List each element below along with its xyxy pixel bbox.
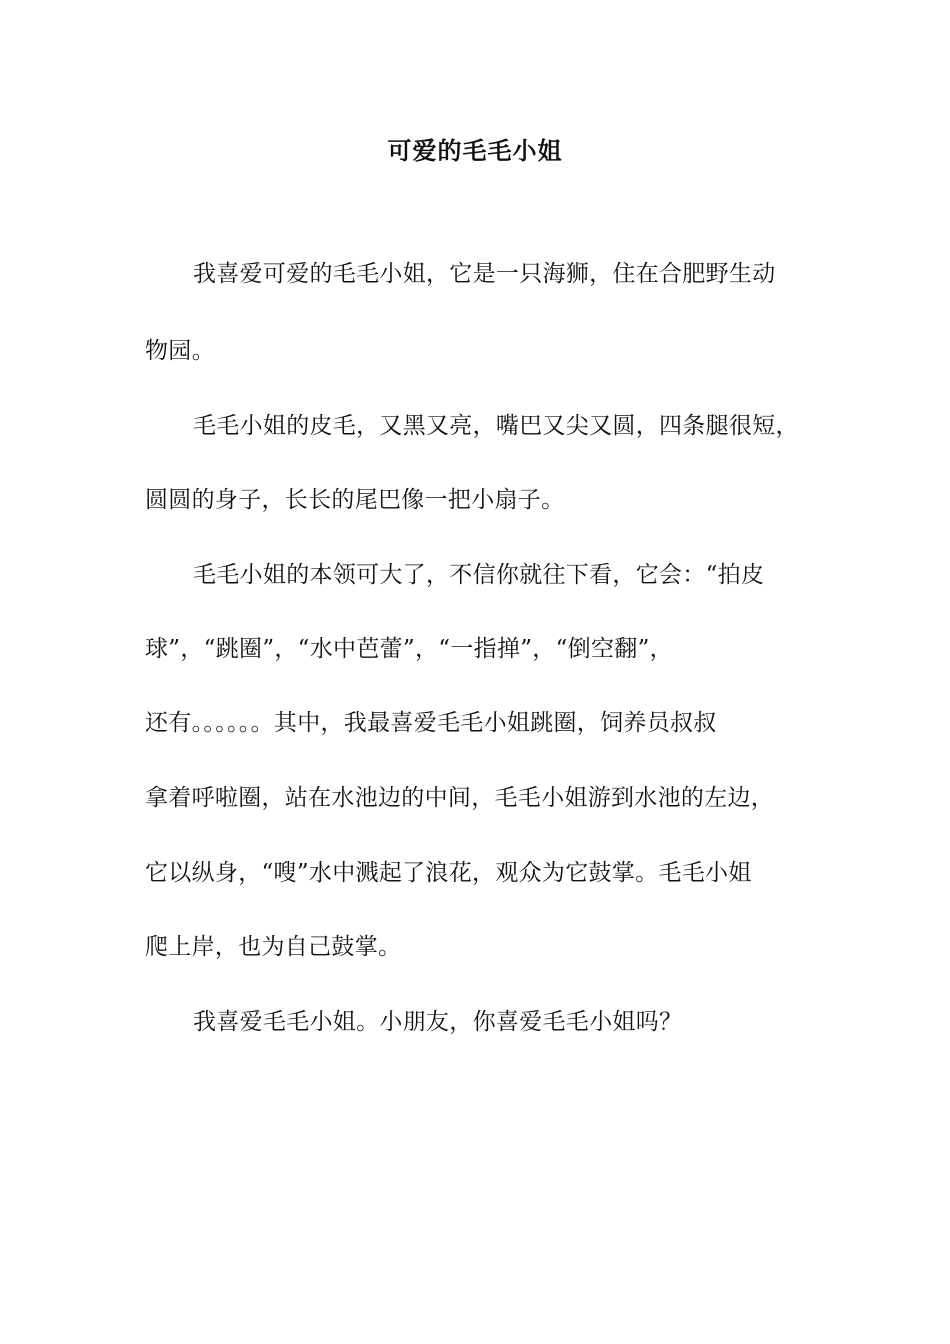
paragraph-2-line-1: 毛毛小姐的皮毛，又黑又亮，嘴巴又尖又圆，四条腿很短， <box>193 413 799 439</box>
paragraph-3-line-2: 球”，“跳圈”，“水中芭蕾”，“一指掸”，“倒空翻”， <box>145 636 673 662</box>
paragraph-3-line-1: 毛毛小姐的本领可大了，不信你就往下看，它会：“拍皮 <box>193 562 765 588</box>
paragraph-3-line-3: 还有。。。。。。其中，我最喜爱毛毛小姐跳圈，饲养员叔叔 <box>145 710 717 736</box>
paragraph-3-line-6: 爬上岸，也为自己鼓掌。 <box>145 934 402 960</box>
paragraph-3-line-4: 拿着呼啦圈，站在水池边的中间，毛毛小姐游到水池的左边， <box>145 785 775 811</box>
document-title: 可爱的毛毛小姐 <box>387 136 563 165</box>
paragraph-1-line-2: 物园。 <box>145 338 215 364</box>
paragraph-4-line-1: 我喜爱毛毛小姐。小朋友，你喜爱毛毛小姐吗？ <box>193 1009 683 1035</box>
paragraph-2-line-2: 圆圆的身子，长长的尾巴像一把小扇子。 <box>145 487 565 513</box>
paragraph-1-line-1: 我喜爱可爱的毛毛小姐，它是一只海狮，住在合肥野生动 <box>193 261 776 287</box>
paragraph-3-line-5: 它以纵身，“嗖”水中溅起了浪花，观众为它鼓掌。毛毛小姐 <box>145 860 752 886</box>
